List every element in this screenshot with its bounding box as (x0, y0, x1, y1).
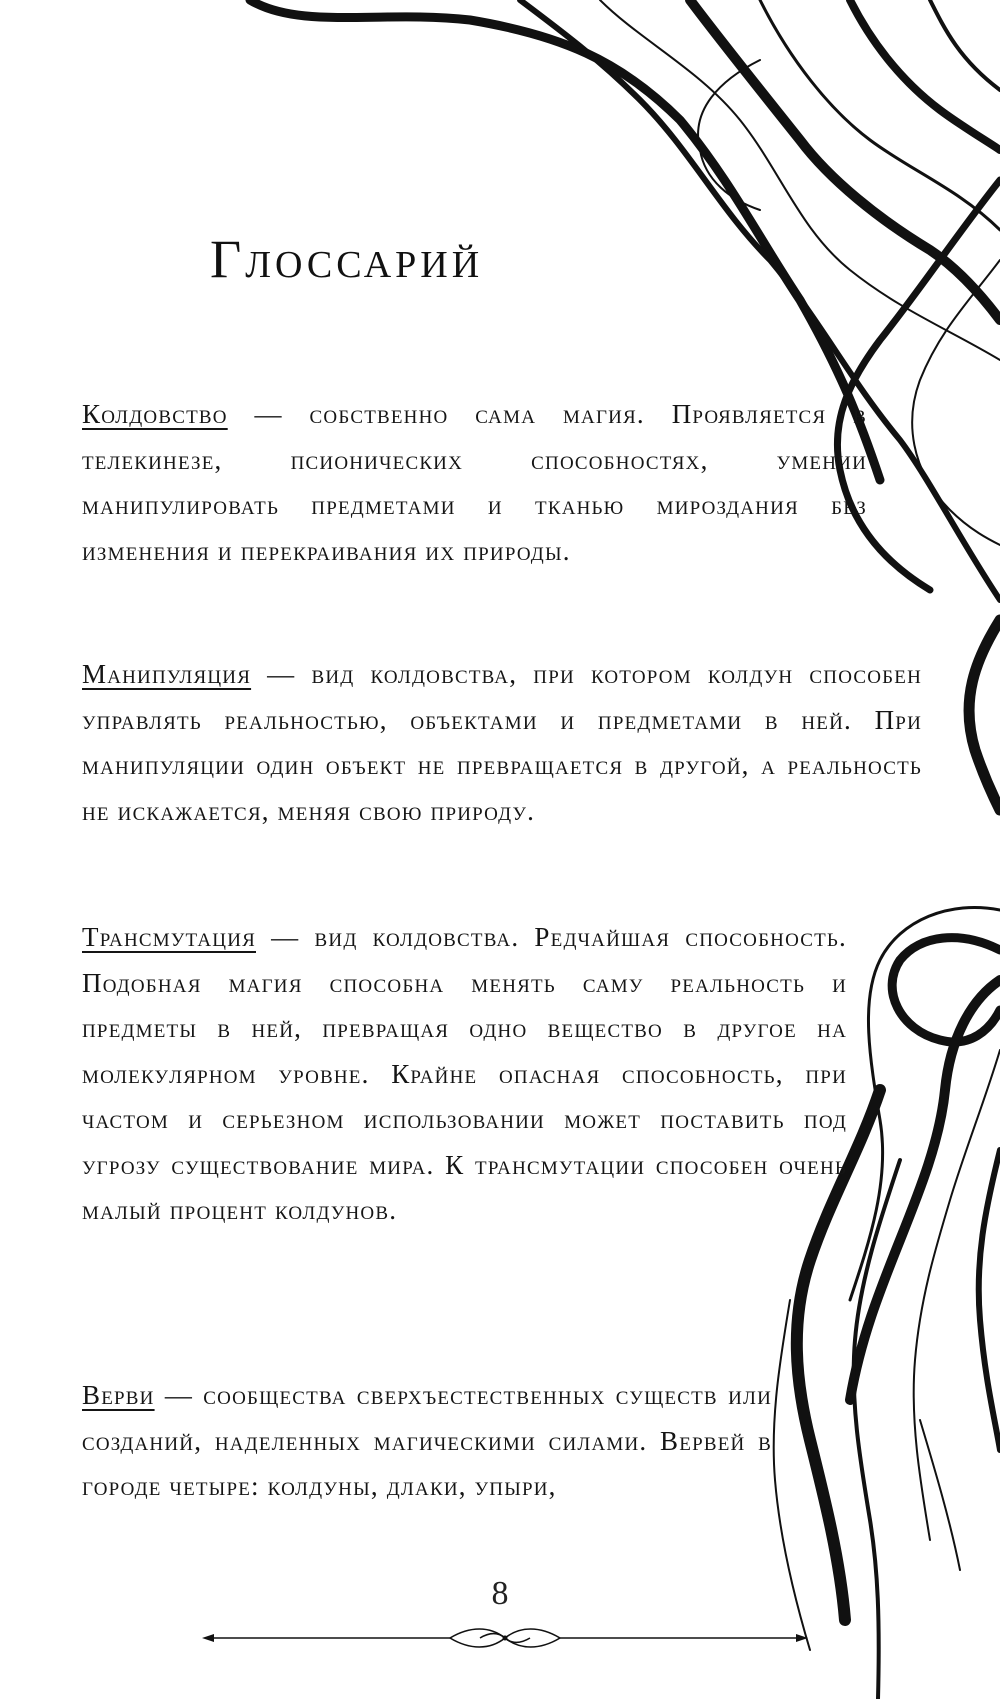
vine-stroke (850, 0, 1000, 150)
glossary-term: Колдовство (82, 399, 228, 429)
vine-stroke (600, 0, 1000, 360)
vine-stroke (914, 1050, 1000, 1540)
glossary-term: Верви (82, 1380, 155, 1410)
page-number: 8 (491, 1575, 509, 1612)
vine-stroke (892, 938, 1000, 1042)
vine-stroke (698, 60, 760, 210)
glossary-entry (82, 652, 922, 834)
glossary-entry (82, 915, 847, 1234)
glossary-term: Трансмутация (82, 922, 256, 952)
glossary-entry (82, 1373, 772, 1510)
vine-stroke (850, 907, 1000, 1300)
vine-stroke (979, 1150, 1000, 1450)
vine-stroke (850, 980, 1000, 1400)
vine-stroke (969, 620, 1000, 810)
page-title: Глоссарий (210, 229, 484, 289)
vine-stroke (912, 260, 1000, 545)
glossary-term: Манипуляция (82, 659, 252, 689)
glossary-definition: — вид колдовства, при котором колдун способен управлять реальностью, объектами и предметами в ней. При манипуляции один объект не превращается в другой, а реальность не искажается, меняя свою природу. (82, 659, 922, 826)
glossary-definition: — вид колдовства. Редчайшая способность. Подобная магия способна менять саму реальность и предметы в ней, превращая одно вещество в другое на молекулярном уровне. Крайне опасная способность, при частом и серьезном использовании может поставить под угрозу существование мира. К трансмутации способен очень малый процент колдунов. (82, 922, 847, 1225)
vine-stroke (930, 0, 1000, 90)
vine-stroke (920, 1420, 960, 1570)
vine-stroke (854, 1160, 900, 1699)
vine-stroke (760, 0, 1000, 230)
glossary-definition: — сообщества сверхъестественных существ или созданий, наделенных магическими силами. Вервей в городе четыре: колдуны, длаки, упыри, (82, 1380, 772, 1501)
glossary-definition: — собственно сама магия. Проявляется в телекинезе, псионических способностях, умении манипулировать предметами и тканью мироздания без изменения и перекраивания их природы. (82, 399, 867, 566)
ornament-divider (200, 1618, 810, 1658)
glossary-entry (82, 392, 867, 574)
